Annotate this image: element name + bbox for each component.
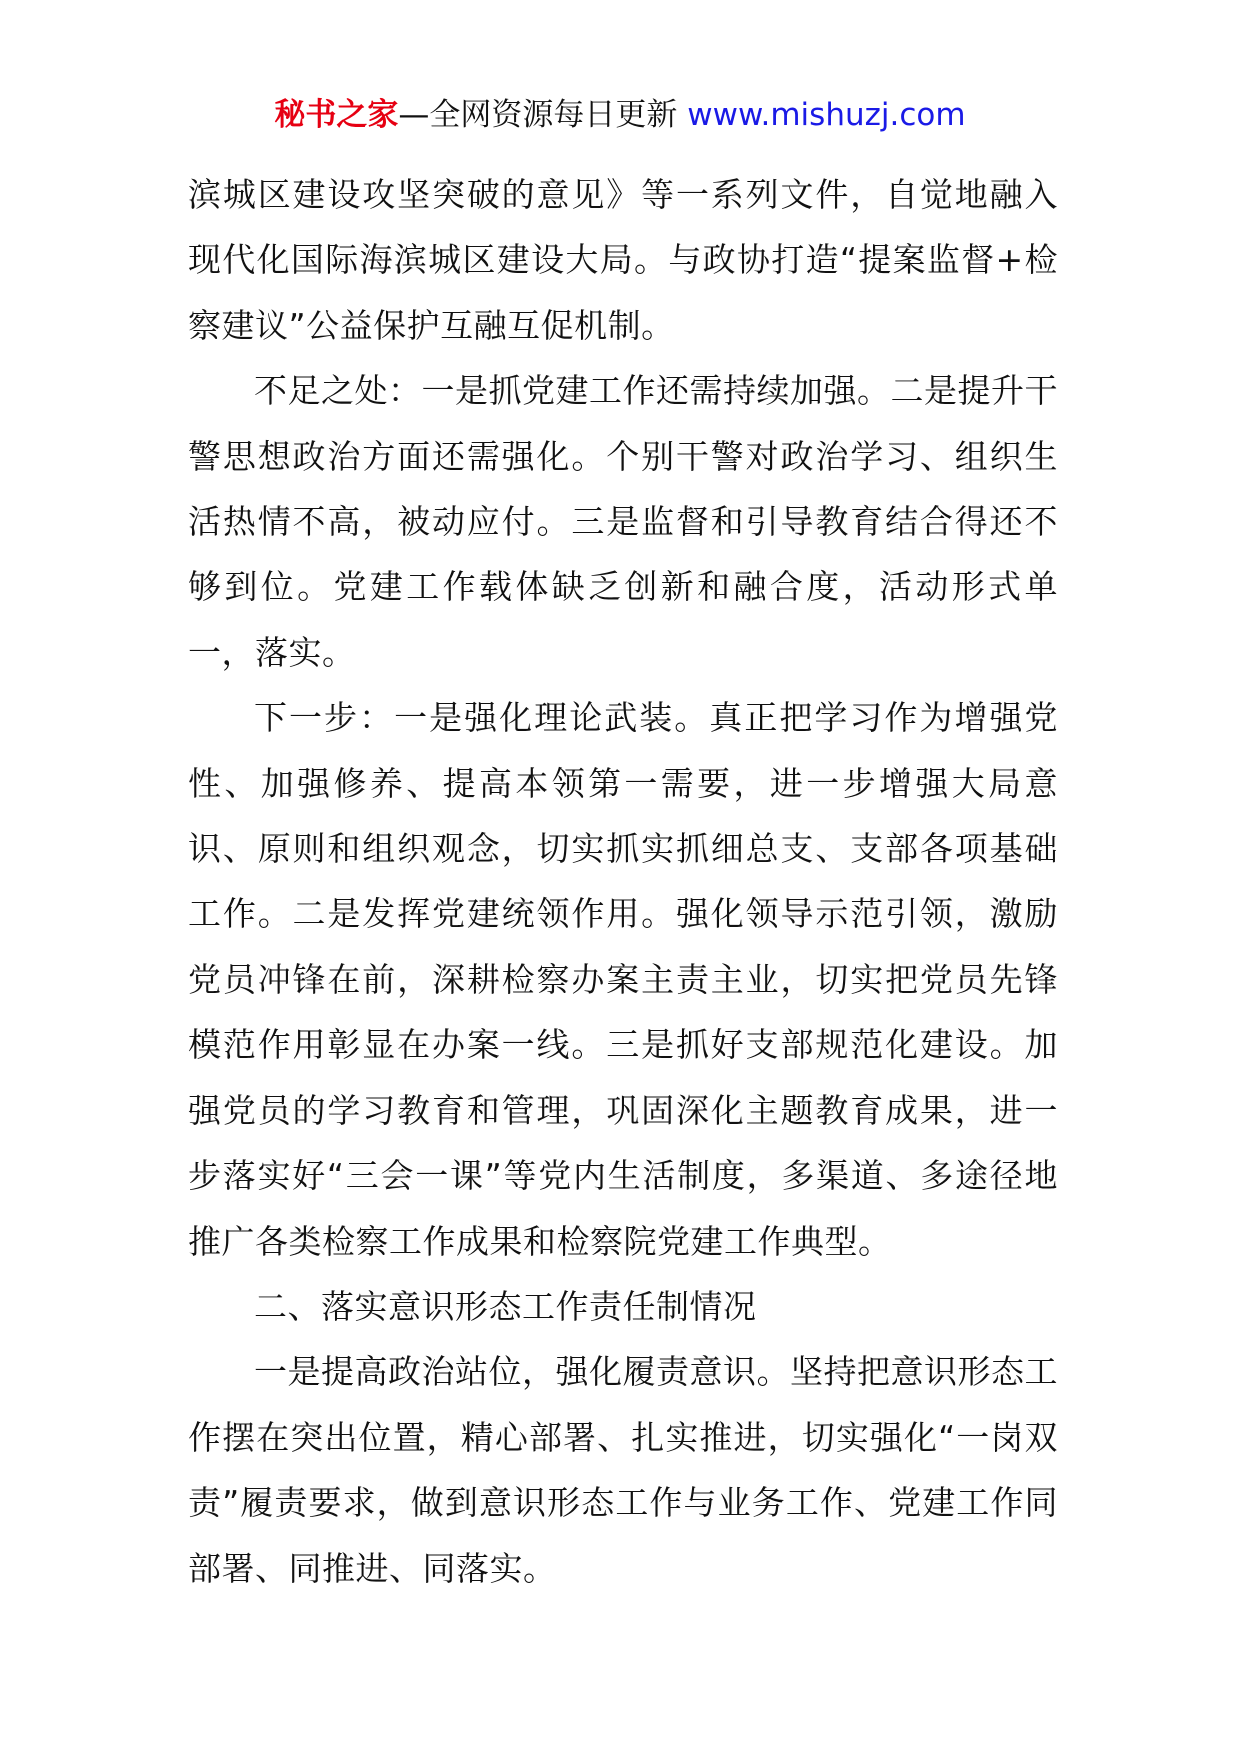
page-header [0,95,1240,135]
section-heading: 二、落实意识形态工作责任制情况 [254,1286,757,1326]
header-tagline: —全网资源每日更新 [398,97,678,133]
document-body [188,162,1058,1601]
paragraph-political-stance: 一是提高政治站位，强化履责意识。坚持把意识形态工作摆在突出位置，精心部署、扎实推进，切实强化“一岗双责”履责要求，做到意识形态工作与业务工作、党建工作同部署、同推进、同落实。 [188,1352,1058,1588]
paragraph-continuation: 滨城区建设攻坚突破的意见》等一系列文件，自觉地融入现代化国际海滨城区建设大局。与政协打造“提案监督+检察建议”公益保护互融互促机制。 [188,175,1058,345]
brand-name: 秘书之家 [274,97,399,133]
paragraph-shortcomings: 不足之处：一是抓党建工作还需持续加强。二是提升干警思想政治方面还需强化。个别干警对政治学习、组织生活热情不高，被动应付。三是监督和引导教育结合得还不够到位。党建工作载体缺乏创新和融合度，活动形式单一，落实。 [188,371,1058,672]
website-link[interactable]: www.mishuzj.com [687,97,966,133]
paragraph-next-steps: 下一步：一是强化理论武装。真正把学习作为增强党性、加强修养、提高本领第一需要，进一步增强大局意识、原则和组织观念，切实抓实抓细总支、支部各项基础工作。二是发挥党建统领作用。强化领导示范引领，激励党员冲锋在前，深耕检察办案主责主业，切实把党员先锋模范作用彰显在办案一线。三是抓好支部规范化建设。加强党员的学习教育和管理，巩固深化主题教育成果，进一步落实好“三会一课”等党内生活制度，多渠道、多途径地推广各类检察工作成果和检察院党建工作典型。 [188,698,1058,1261]
